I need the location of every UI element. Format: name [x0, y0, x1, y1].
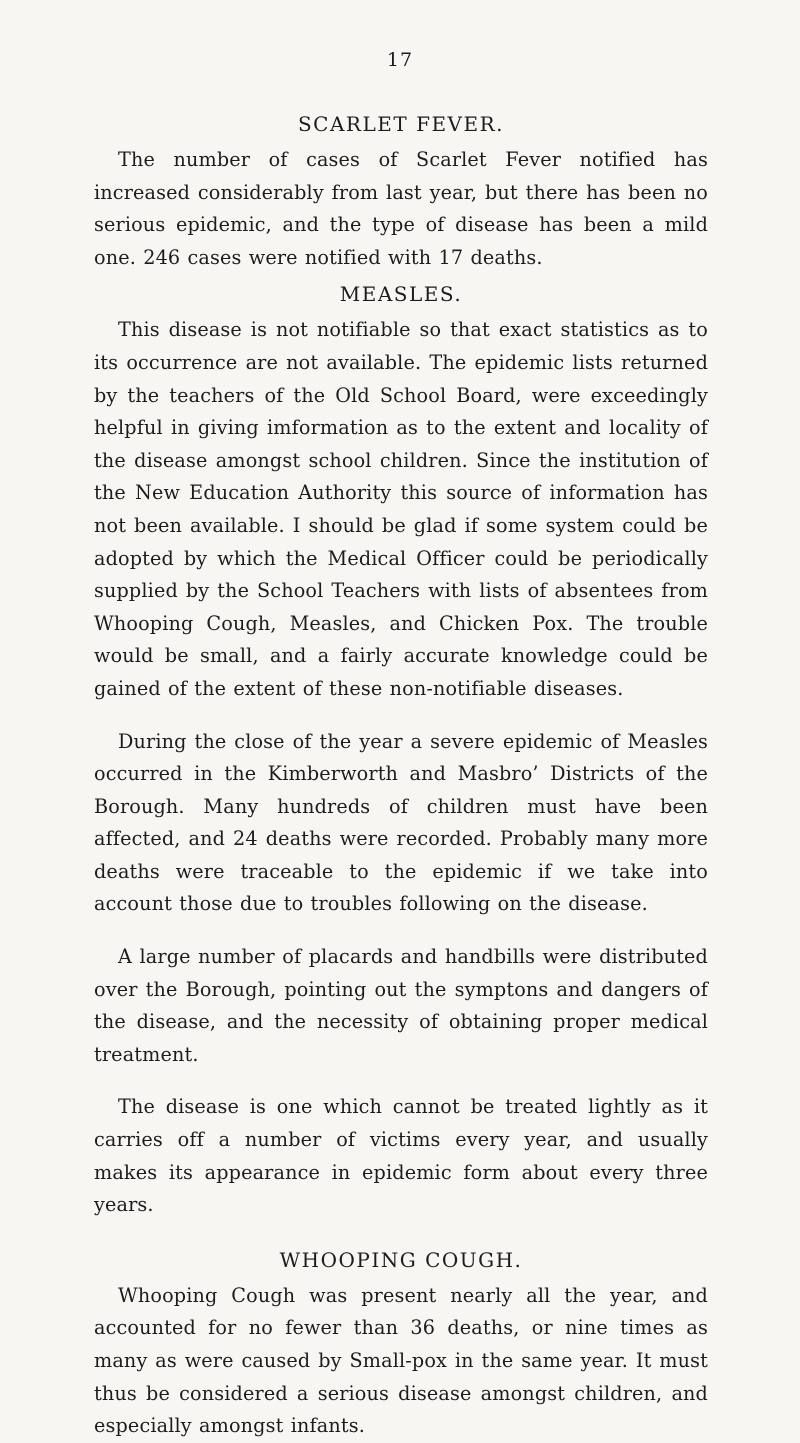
- measles-paragraph-4: The disease is one which cannot be treated lightly as it carries off a number of victims every year, and usually makes its appearance in epidemic form about every three years.: [94, 1095, 708, 1217]
- page-number: 17: [386, 49, 414, 71]
- measles-paragraph-2: During the close of the year a severe epidemic of Measles occurred in the Kimberworth and Masbro’ Districts of the Borough. Many hundreds of children must have been affected, and 24 deaths were recorded. Probably many more deaths were traceable to the epidemic if we take into account those due to troubles following on the disease.: [94, 729, 708, 916]
- scarlet-fever-paragraph: The number of cases of Scarlet Fever notified has increased considerably from last year, but there has been no serious epidemic, and the type of disease has been a mild one. 246 cases were notified with 17 deaths.: [94, 148, 708, 269]
- whooping-cough-paragraph: Whooping Cough was present nearly all the year, and accounted for no fewer than 36 deaths, or nine times as many as were caused by Small-pox in the same year. It must thus be considered a serious disease amongst children, and especially amongst infants.: [94, 1283, 708, 1438]
- measles-paragraph-3: A large number of placards and handbills were distributed over the Borough, pointing out the symptons and dangers of the disease, and the necessity of obtaining proper medical treatment.: [94, 945, 708, 1066]
- page-body: [94, 108, 708, 1443]
- scarlet-fever-heading: SCARLET FEVER.: [297, 112, 505, 136]
- measles-paragraph-1: This disease is not notifiable so that exact statistics as to its occurrence are not available. The epidemic lists returned by the teachers of the Old School Board, were exceedingly helpful in giving imformation as to the extent and locality of the disease amongst school children. Since the institution of the New Education Authority this source of information has not been available. I should be glad if some system could be adopted by which the Medical Officer could be periodically supplied by the School Teachers with lists of absentees from Whooping Cough, Measles, and Chicken Pox. The trouble would be small, and a fairly accurate knowledge could be gained of the extent of these non-notifiable diseases.: [94, 318, 708, 700]
- whooping-cough-heading: WHOOPING COUGH.: [279, 1247, 523, 1272]
- measles-heading: MEASLES.: [339, 282, 463, 307]
